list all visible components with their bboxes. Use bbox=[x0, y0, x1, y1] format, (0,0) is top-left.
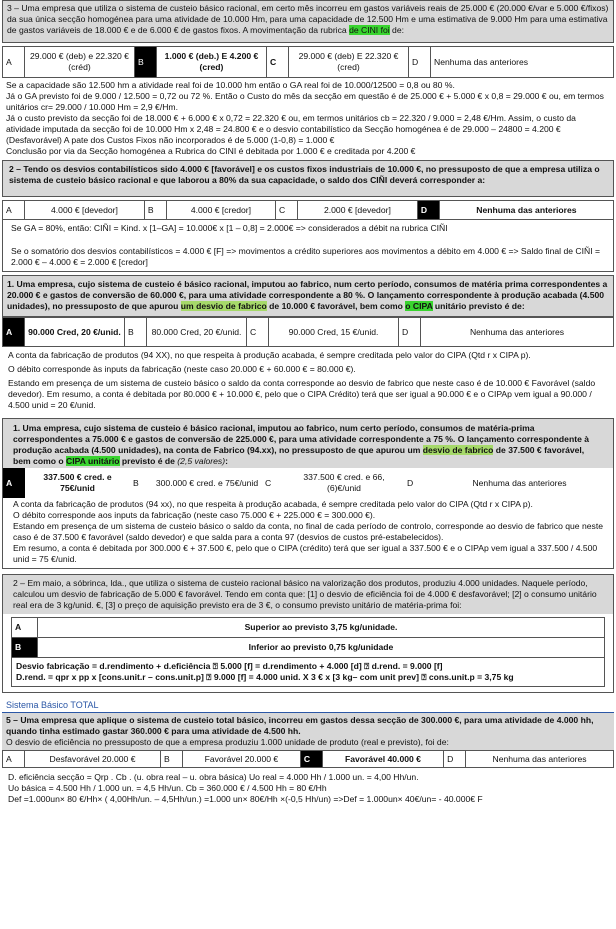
q1b-text-post: previsto é de bbox=[119, 456, 178, 466]
q5-option-b[interactable]: Favorável 20.000 € bbox=[182, 751, 300, 768]
q1b-exp-line: Estando em presença de um sistema de custeio básico o saldo da conta, no final de cada período de controlo, corresponde ao desvio de fabrico que neste caso é de 37.500 € favorável (saldo devedor) e que salda para a conta 97 (desvios de custos pré-estabelecidos). bbox=[13, 521, 604, 542]
q5-exp-line: D. eficiência secção = Qrp . Cb . (u. obra real – u. obra básica) Uo real = 4.000 Hh / 1.000 un. = 4,00 Hh/un. bbox=[8, 772, 419, 782]
q2a-option-b-letter[interactable]: B bbox=[144, 201, 166, 220]
q1b-option-c-letter[interactable]: C bbox=[265, 477, 272, 488]
q1a-option-d-letter[interactable]: D bbox=[399, 318, 421, 347]
q2b-option-b-letter[interactable]: B bbox=[12, 638, 38, 658]
q1a-option-a-letter[interactable]: A bbox=[3, 318, 25, 347]
q1a-text-mid: de 10.000 € favorável, bem como bbox=[266, 301, 406, 311]
q1a-question bbox=[2, 275, 614, 317]
q1b-options bbox=[3, 468, 613, 498]
q1b-option-b[interactable]: 300.000 € cred. e 75€/unid bbox=[155, 477, 259, 488]
q5-explanation bbox=[2, 768, 614, 809]
q2a-option-c[interactable]: 2.000 € [devedor] bbox=[297, 201, 417, 220]
q2a-question bbox=[2, 160, 614, 197]
q2b-option-b[interactable]: Inferior ao previsto 0,75 kg/unidade bbox=[38, 638, 605, 658]
q1a-option-d[interactable]: Nenhuma das anteriores bbox=[421, 318, 614, 347]
q5-option-c-letter[interactable]: C bbox=[300, 751, 322, 768]
q2a-explanation bbox=[2, 220, 614, 272]
q3-option-a[interactable]: 29.000 € (deb) e 22.320 € (créd) bbox=[25, 47, 135, 78]
q1b-text-mid: de 37.500 € favorável, bem como o bbox=[13, 445, 585, 466]
q2a-option-d-letter[interactable]: D bbox=[417, 201, 439, 220]
q5-exp-line: Uo básica = 4.500 Hh / 1.000 un. = 4,5 Hh/un. Cb = 360.000 € / 4.500 Hh = 80 €/Hh bbox=[8, 783, 327, 793]
q1a-exp-line: O débito corresponde às inputs da fabricação (neste caso 20.000 € + 60.000 € = 80.000 €). bbox=[8, 364, 356, 374]
q2b-option-a[interactable]: Superior ao previsto 3,75 kg/unidade. bbox=[38, 618, 605, 638]
q2b-options bbox=[11, 617, 605, 687]
q2a-option-a[interactable]: 4.000 € [devedor] bbox=[25, 201, 145, 220]
q1b-block bbox=[2, 418, 614, 569]
q2b-exp-1: Desvio fabricação = d.rendimento + d.eficiência ⍰ 5.000 [f] = d.rendimento + 4.000 [d] ⍰ d.rend. = 9.000 [f] bbox=[16, 661, 443, 671]
q3-option-b[interactable]: 1.000 € (deb.) E 4.200 € (cred) bbox=[157, 47, 267, 78]
q3-option-a-letter[interactable]: A bbox=[3, 47, 25, 78]
q5-option-b-letter[interactable]: B bbox=[160, 751, 182, 768]
q3-option-c[interactable]: 29.000 € (deb) E 22.320 € (cred) bbox=[289, 47, 409, 78]
q3-text-highlight: de CINI foi bbox=[349, 25, 390, 35]
q3-exp-line: Já o custo previsto da secção foi de 18.000 € + 6.000 € x 0,72 = 22.320 € ou, em termos unitários cb = 22.320 / 9.000 = 2,48 €/Hm. Assim, o custo da atividade imputada da secção foi de 10.000 Hm x 2,48 = 24.800 € e o desvio contabilístico da Secção homogénea é de 29.000 – 24800 = 4.200 € (Desfavorável) A pate dos Custos Fixos não incorporados é de 5.000 (1-0,8) = 1.000 € bbox=[6, 113, 576, 145]
q2a-text: 2 – Tendo os desvios contabilísticos sido 4.000 € [favorável] e os custos fixos industriais de 10.000 €, no pressuposto de que a empresa utiliza o sistema de custeio básico racional e que laborou a 80% da sua capacidade, o saldo dos CIÑI deverá corresponder a: bbox=[9, 164, 600, 185]
q1a-option-a[interactable]: 90.000 Cred, 20 €/unid. bbox=[25, 318, 125, 347]
q1b-explanation bbox=[3, 498, 613, 568]
q5-option-a[interactable]: Desfavorável 20.000 € bbox=[25, 751, 161, 768]
q3-exp-line: Conclusão por via da Secção homogénea a Rubrica do CINI é debitada por 1.000 € e creditada por 4.200 € bbox=[6, 146, 416, 156]
q1a-option-b-letter[interactable]: B bbox=[125, 318, 147, 347]
q1a-option-c[interactable]: 90.000 Cred, 15 €/unid. bbox=[269, 318, 399, 347]
q1b-question bbox=[3, 419, 613, 468]
q5-text-2: O desvio de eficiência no pressuposto de que a empresa produziu 1.000 unidade de produto (real e previsto), foi de: bbox=[6, 737, 449, 747]
q3-option-d[interactable]: Nenhuma das anteriores bbox=[431, 47, 614, 78]
q2b-block bbox=[2, 574, 614, 693]
q1b-option-a-letter[interactable]: A bbox=[3, 468, 25, 498]
q5-options bbox=[2, 750, 614, 768]
q2b-question bbox=[3, 575, 613, 614]
q5-exp-line: Def =1.000un× 80 €/Hh× ( 4,00Hh/un. – 4,5Hh/un.) =1.000 un× 80€/Hh ×(-0,5 Hh/un) =>Def = 1.000un× 40€/un= - 40.000€ F bbox=[8, 794, 483, 804]
q2a-option-c-letter[interactable]: C bbox=[275, 201, 297, 220]
q1a-text-post: unitário previsto é de: bbox=[432, 301, 525, 311]
q1b-exp-line: Em resumo, a conta é debitada por 300.000 € + 37.500 €, pelo que o CIPA (crédito) terá que ser igual a 337.500 € e o CIPAp vem igual a 337.500 / 4.500 unid = 75 €/unid. bbox=[13, 543, 598, 564]
q1b-option-b-letter[interactable]: B bbox=[133, 477, 139, 488]
q5-text: 5 – Uma empresa que aplique o sistema de custeio total básico, incorreu em gastos dessa secção de 300.000 €, para uma atividade de 4.000 hh, quando tinha estimado gastar 360.000 € para uma atividade de 4.500 hh. bbox=[6, 715, 594, 736]
q3-text-pre: 3 – Uma empresa que utiliza o sistema de custeio básico racional, em certo mês incorreu em gastos variáveis reais de 25.000 € (20.000 €/var e 5.000 €/fixos) da sua única secção homogénea para uma atividade de 10.000 Hm, para uma capacidade de 12.500 Hm e uma estimativa de 9.000 Hm para uma estimativa de gastos variáveis de 18.000 € e de 6.000 € de gastos fixos. A movimentação da rubrica bbox=[7, 3, 609, 35]
q1b-text-pre: 1. Uma empresa, cujo sistema de custeio é básico racional, imputou ao fabrico, num certo período, consumos de matéria-prima correspondentes a 75.000 € e gastos de conversão de 225.000 €, para uma atividade correspondente a 75 %. O lançamento correspondente à produção acabada (4.500 unidades), na conta de Fabrico (94.xx), no pressuposto de que apurou um bbox=[13, 423, 590, 455]
q2a-option-b[interactable]: 4.000 € [credor] bbox=[166, 201, 275, 220]
q1b-exp-line: O débito corresponde aos inputs da fabricação (neste caso 75.000 € + 225.000 € = 300.000 €). bbox=[13, 510, 376, 520]
q3-explanation bbox=[2, 78, 614, 159]
q3-option-b-letter[interactable]: B bbox=[135, 47, 157, 78]
q1a-explanation bbox=[2, 347, 614, 414]
q2a-options bbox=[2, 200, 614, 220]
q3-exp-line: Se a capacidade são 12.500 hm a atividade real foi de 10.000 hm então o GA real foi de 10.000/12500 = 0,8 ou 80 %. bbox=[6, 80, 455, 90]
q1b-text-hl1: desvio de fabrico bbox=[422, 445, 494, 455]
q3-option-d-letter[interactable]: D bbox=[409, 47, 431, 78]
q2a-exp-1: Se GA = 80%, então: CIÑI = Kind. x [1–GA] = 10.000€ x [1 – 0,8] = 2.000€ => considerados a débit na rubrica CIÑI bbox=[11, 223, 448, 233]
q1b-option-d-letter[interactable]: D bbox=[407, 477, 414, 488]
q3-exp-line: Já o GA previsto foi de 9.000 / 12.500 = 0,72 ou 72 %. Então o Custo do mês da secção em questão é de 25.000 € + 5.000 € x 0,8 = 29.000 € ou, em termos unitários cr= 29.000 / 10.000 Hm = 2,9 €/Hm. bbox=[6, 91, 604, 112]
q5-option-d[interactable]: Nenhuma das anteriores bbox=[466, 751, 614, 768]
q5-option-d-letter[interactable]: D bbox=[444, 751, 466, 768]
section-title: Sistema Básico TOTAL bbox=[2, 699, 614, 713]
q2b-exp-2: D.rend. = qpr x pp x [cons.unit.r – cons.unit.p] ⍰ 9.000 [f] = 4.000 unid. X 3 € x [3 kg– com unit prev] ⍰ cons.unit.p = 3,75 kg bbox=[16, 672, 514, 682]
q1a-exp-line: Estando em presença de um sistema de custeio básico o saldo da conta corresponde ao desvio de fabrico que neste caso é de 10.000 € Favorável (saldo devedor). Em resumo, a conta é debitada por 80.000 € + 10.000 €, pelo que o CIPA Crédito) terá que ser igual a 90.000 € e o CIPAp vem igual a 90.000 / 4.500 unid = 20 €/unid. bbox=[8, 378, 596, 410]
q1b-text-end: : bbox=[225, 456, 228, 466]
q1a-option-c-letter[interactable]: C bbox=[247, 318, 269, 347]
q5-option-c[interactable]: Favorável 40.000 € bbox=[322, 751, 443, 768]
q1a-text-pre: 1. Uma empresa, cujo sistema de custeio é básico racional, imputou ao fabrico, num certo período, consumos de matéria prima correspondentes a 20.000 € e gastos de conversão de 60.000 €, para uma atividade correspondente a 80 %. O lançamento correspondente à produção acabada (4.500 unidades), no pressuposto de que apurou bbox=[7, 279, 608, 311]
q2a-option-d[interactable]: Nenhuma das anteriores bbox=[439, 201, 613, 220]
q1b-text-hl2: CIPA unitário bbox=[66, 456, 120, 466]
q2a-option-a-letter[interactable]: A bbox=[3, 201, 25, 220]
q2b-option-a-letter[interactable]: A bbox=[12, 618, 38, 638]
q3-text-post: de: bbox=[389, 25, 405, 35]
q2b-text: 2 – Em maio, a sóbrinca, lda., que utiliza o sistema de custeio racional básico na valorização dos produtos, produziu 4.000 unidades. Naquele período, calculou um desvio de fabricação de 5.000 € favorável. Tendo em conta que: [1] o desvio de eficiência foi de 4.000 € desfavorável; [2] o consumo unitário real era de 3 kg/unid. €, [3] o preço de aquisição previsto era de 3 €, o consumo previsto unitário de matéria-prima foi: bbox=[13, 578, 597, 610]
q3-question bbox=[2, 0, 614, 43]
q1a-text-hl2: o CIPA bbox=[405, 301, 433, 311]
q5-option-a-letter[interactable]: A bbox=[3, 751, 25, 768]
q5-question bbox=[2, 713, 614, 750]
q1b-option-a[interactable]: 337.500 € cred. e 75€/unid bbox=[43, 472, 112, 493]
q1a-options bbox=[2, 317, 614, 347]
q3-options bbox=[2, 46, 614, 78]
q1b-option-d[interactable]: Nenhuma das anteriores bbox=[472, 477, 567, 488]
q1b-text-italic: (2,5 valores) bbox=[177, 456, 226, 466]
q1a-text-hl1: um desvio de fabrico bbox=[180, 301, 267, 311]
q3-option-c-letter[interactable]: C bbox=[267, 47, 289, 78]
q2a-exp-2: Se o somatório dos desvios contabilísticos = 4.000 € [F] => movimentos a crédito superiores aos movimentos a débito em 4.000 € => Saldo final de CIÑI = 2.000 € – 4.000 € = 2.000 € [credor] bbox=[11, 246, 600, 267]
q1b-exp-line: A conta da fabricação de produtos (94 xx), no que respeita à produção acabada, é sempre creditada pelo valor do CIPA (Qtd r x CIPA p). bbox=[13, 499, 533, 509]
q1a-exp-line: A conta da fabricação de produtos (94 XX), no que respeita à produção acabada, é sempre creditada pelo valor do CIPA (Qtd r x CIPA p). bbox=[8, 350, 531, 360]
q1b-option-c[interactable]: 337.500 € cred. e 66,(6)€/unid bbox=[303, 472, 385, 493]
q1a-option-b[interactable]: 80.000 Cred, 20 €/unid. bbox=[147, 318, 247, 347]
